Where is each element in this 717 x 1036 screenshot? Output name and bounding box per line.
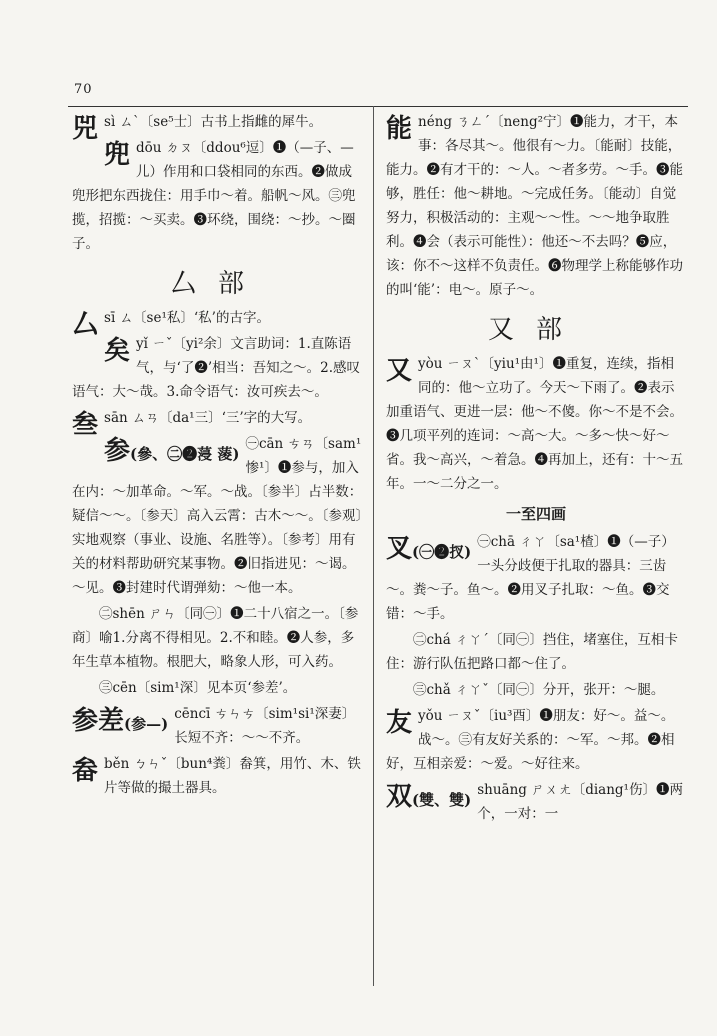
- entry-yi: [72, 332, 364, 404]
- headword: 兜: [104, 140, 131, 170]
- definition: ㊀chā ㄔㄚ〔sa¹楂〕❶（—子）一头分歧便于扎取的器具：三齿～。粪～子。鱼～。❷用叉子扎取：～鱼。❸交错：～手。: [386, 534, 675, 622]
- headword-char: 叉: [386, 534, 413, 564]
- definition: sì ㄙˋ〔se⁵士〕古书上指雌的犀牛。: [104, 114, 323, 130]
- definition: yòu ㄧㄡˋ〔yiu¹由¹〕❶重复，连续，指相同的：他～立功了。今天～下雨了。❷表示加重语气、更进一层：他～不傻。你～不是不会。❸几项平列的连词：～高～大。～多～快～好～省。我～高兴，～着急。❹再加上，还有：十～五年。一～二分之一。: [386, 356, 683, 492]
- headword: 畚: [72, 756, 99, 786]
- headword-variant: (雙、雙): [412, 791, 472, 809]
- entry-shen: ㊁shēn ㄕㄣ〔同㊀〕❶二十八宿之一。〔参商〕喻1.分离不得相见。2.不和睦。❷人参，多年生草本植物。根肥大，略象人形，可入药。: [72, 606, 359, 670]
- page-number: 70: [74, 82, 93, 97]
- entry-san: [72, 406, 364, 440]
- headword: [386, 782, 471, 815]
- headword-char: 参差: [72, 706, 125, 736]
- section-heading: 又部: [487, 315, 584, 345]
- entry-can: [72, 432, 364, 600]
- entry-shuang: [386, 778, 686, 826]
- entry-cen: ㊂cēn〔sim¹深〕见本页‘参差’。: [99, 680, 297, 696]
- definition: yǒu ㄧㄡˇ〔iu³酉〕❶朋友：好～。益～。战～。㊂有友好关系的：～军。～邦。❷相好，互相亲爱：～爱。～好往来。: [386, 708, 675, 772]
- entry-cha: [386, 530, 686, 626]
- entry-dou: [72, 136, 364, 256]
- headword: 叁: [72, 410, 99, 440]
- entry-neng: [386, 110, 686, 302]
- right-column: [386, 110, 686, 828]
- subsection-heading: 一至四画: [505, 505, 566, 523]
- definition: shuāng ㄕㄨㄤ〔diang¹伤〕❶两个，一对：一: [477, 782, 683, 822]
- headword: 友: [386, 708, 413, 738]
- headword-variant: (㊀❷扠): [412, 543, 472, 561]
- headword: [104, 436, 239, 469]
- headword-char: 参: [104, 436, 131, 466]
- entry-si-private: [72, 306, 364, 340]
- headword-char: 双: [386, 782, 413, 812]
- definition: yǐ ㄧˇ〔yi²余〕文言助词：1.直陈语气，与‘了❷’相当：吾知之～。2.感叹语气：大～哉。3.命令语气：汝可疾去～。: [72, 336, 360, 400]
- headword-variant: (参—): [124, 715, 169, 733]
- section-heading: 厶部: [169, 269, 266, 299]
- definition: ㊀cān ㄘㄢ〔sam¹惨¹〕❶参与，加入在内：～加革命。～军。～战。〔参半〕占半数：疑信～～。〔参天〕高入云霄：古木～～。〔参观〕实地观察（事业、设施、名胜等）。〔参考〕用有关的材料帮助研究某事物。❷旧指进见：～谒。～见。❸封建时代谓弹劾：～他一本。: [72, 436, 363, 596]
- column-divider: [373, 106, 374, 986]
- header-rule: [68, 106, 688, 107]
- entry-you: [386, 352, 686, 496]
- definition: sī ㄙ〔se¹私〕‘私’的古字。: [104, 310, 270, 326]
- headword: 又: [386, 356, 413, 386]
- headword: 能: [386, 114, 413, 144]
- definition: běn ㄅㄣˇ〔bun⁴粪〕畚箕，用竹、木、铁片等做的撮土器具。: [104, 756, 361, 796]
- headword: 厶: [72, 310, 99, 340]
- entry-cenci: [72, 702, 364, 750]
- entry-cha3: ㊂chǎ ㄔㄚˇ〔同㊀〕分开，张开：～腿。: [413, 682, 665, 698]
- entry-you-friend: [386, 704, 686, 776]
- headword: [386, 534, 471, 567]
- definition: néng ㄋㄥˊ〔neng²宁〕❶能力，才干，本事：各尽其～。他很有～力。〔能耐〕技能，能力。❷有才干的：～人。～者多劳。～手。❸能够，胜任：他～耕地。～完成任务。〔能动〕自觉努力，积极活动的：主观～～性。～～地争取胜利。❹会（表示可能性）：他还～不去吗？❺应，该：你不～这样不负责任。❻物理学上称能够作功的叫‘能’：电～。原子～。: [386, 114, 683, 298]
- definition: sān ㄙㄢ〔da¹三〕‘三’字的大写。: [104, 410, 312, 426]
- headword: 兕: [72, 114, 99, 144]
- left-column: [72, 110, 364, 802]
- headword: [72, 706, 168, 739]
- entry-ben: [72, 752, 364, 800]
- entry-si: [72, 110, 364, 144]
- entry-cha2: ㊁chá ㄔㄚˊ〔同㊀〕挡住，堵塞住，互相卡住：游行队伍把路口都～住了。: [386, 632, 678, 672]
- headword-variant: (參、㊁❷蓡 蔆): [130, 445, 240, 463]
- definition: dōu ㄉㄡ〔ddou⁶逗〕❶（—子、—儿）作用和口袋相同的东西。❷做成兜形把东西拢住：用手巾～着。船帆～风。㊂兜揽，招揽：～买卖。❸环绕，围绕：～抄。～圈子。: [72, 140, 356, 252]
- definition: cēncī ㄘㄣㄘ〔sim¹si¹深妻〕长短不齐：～～不齐。: [174, 706, 356, 746]
- headword: 矣: [104, 336, 131, 366]
